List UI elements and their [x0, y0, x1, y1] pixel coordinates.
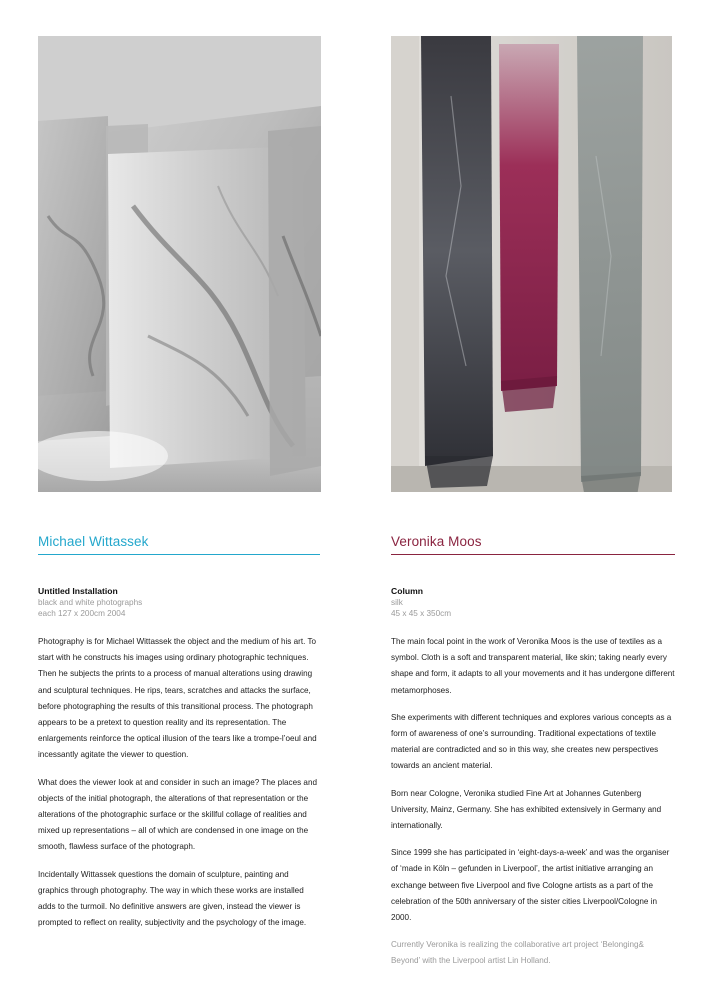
michael-work-medium: black and white photographs [38, 598, 143, 607]
michael-paragraph-3: Incidentally Wittassek questions the domain of sculpture, painting and graphics through photography. The way in which these works are installed adds to the turmoil. No definitive answers are given, instead the viewer is prompted to reflect on reality, subjectivity and the psychology of the image. [38, 869, 307, 928]
veronika-paragraph-3: Born near Cologne, Veronika studied Fine Art at Johannes Gutenberg University, Mainz, Germany. She has exhibited extensively in Germany and internationally. [391, 788, 662, 831]
veronika-work-medium: silk [391, 598, 403, 607]
veronika-work-size: 45 x 45 x 350cm [391, 609, 452, 618]
michael-column [38, 534, 320, 931]
installation-photo-art [38, 36, 321, 492]
column-photo-art [391, 36, 672, 492]
veronika-column [391, 534, 675, 970]
veronika-paragraph-4: Since 1999 she has participated in ‘eight-days-a-week’ and was the organiser of ‘made in Köln – gefunden in Liverpool’, the artist initiative arranging an exchange between five Liverpool and five Cologne artists as a part of the celebration of the 50th anniversary of the sister cities Liverpool/Cologne in 2000. [391, 848, 670, 923]
veronika-work-title: Column [391, 586, 423, 596]
veronika-artist-name: Veronika Moos [391, 534, 675, 555]
veronika-paragraph-1: The main focal point in the work of Veronika Moos is the use of textiles as a symbol. Cloth is a soft and transparent material, like skin; taking nearly every shape and form, it adapts to all your movements and it has undergone different metamorphoses. [391, 637, 675, 695]
michael-installation-photo [38, 36, 321, 492]
michael-work-title: Untitled Installation [38, 586, 118, 596]
veronika-column-photo [391, 36, 672, 492]
veronika-paragraph-2: She experiments with different techniques and explores various concepts as a form of awareness of one’s surrounding. Traditional expectations of textile material are contradicted and so in this way, she creates new perspectives towards an ancient material. [391, 712, 672, 771]
michael-paragraph-2: What does the viewer look at and consider in such an image? The places and objects of the initial photograph, the alterations of that representation or the alterations of the photographic surface or the skillful collage of realities and mixed up representations – all of which are condensed in one image on the smooth, flawless surface of the photograph. [38, 777, 317, 852]
michael-work-size: each 127 x 200cm 2004 [38, 609, 126, 618]
michael-artist-name: Michael Wittassek [38, 534, 320, 555]
veronika-note: Currently Veronika is realizing the collaborative art project ‘Belonging& Beyond’ with the Liverpool artist Lin Holland. [391, 940, 644, 966]
michael-paragraph-1: Photography is for Michael Wittassek the object and the medium of his art. To start with he constructs his images using ordinary photographic techniques. Then he subjects the prints to a process of manual alterations using drawing and sculptural techniques. He rips, tears, scratches and attacks the surface, before photographing the results of this transitional process. The photograph appears to be a pretext to question reality and its representation. The enlargements reinforce the optical illusion of the tears like a trompe-l’oeul and incessantly agitate the viewer to question. [38, 637, 317, 760]
